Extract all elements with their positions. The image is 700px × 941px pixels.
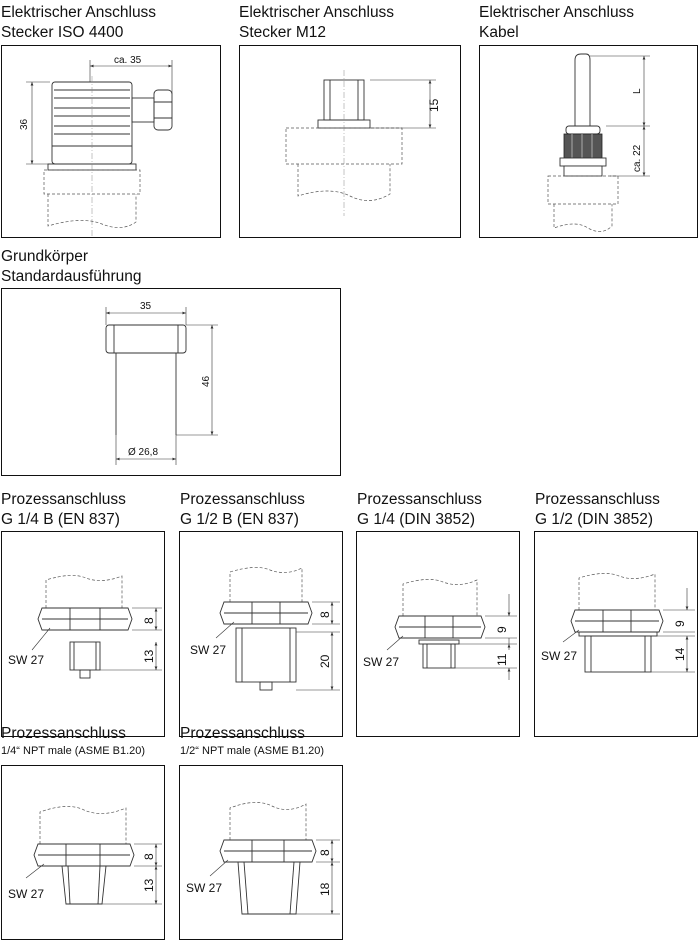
process-g12b-sw-label: SW 27 bbox=[190, 643, 227, 657]
process-npt12-title bbox=[180, 724, 324, 758]
process-g14din-sw-label: SW 27 bbox=[363, 655, 400, 669]
cable-title-line1: Elektrischer Anschluss bbox=[479, 4, 635, 21]
process-npt12-drawing bbox=[180, 766, 344, 941]
process-g12b-hex-label: 8 bbox=[318, 611, 332, 618]
process-g14din-title-line2: G 1/4 (DIN 3852) bbox=[357, 511, 476, 528]
process-g12b-title-line1: Prozessanschluss bbox=[180, 491, 305, 508]
process-g12b-thread-label: 20 bbox=[318, 654, 332, 668]
process-g12b-drawing bbox=[180, 532, 344, 738]
process-g14b-title-line1: Prozessanschluss bbox=[1, 491, 126, 508]
process-g14din-panel bbox=[356, 531, 520, 737]
iso4400-title-line2: Stecker ISO 4400 bbox=[1, 24, 124, 41]
process-g14b-sw-label: SW 27 bbox=[8, 653, 45, 667]
m12-drawing bbox=[240, 46, 462, 239]
body-diameter-label: Ø 26,8 bbox=[128, 447, 159, 458]
process-g14b-thread-label: 13 bbox=[142, 649, 156, 663]
m12-panel bbox=[239, 45, 461, 238]
cable-length-label: L bbox=[632, 88, 643, 94]
process-g14din-thread-label: 11 bbox=[495, 653, 509, 666]
process-g14b-panel bbox=[1, 531, 165, 737]
iso4400-height-label: 36 bbox=[19, 118, 30, 130]
body-title-line1: Grundkörper bbox=[1, 248, 89, 265]
process-npt12-title-line1: Prozessanschluss bbox=[180, 725, 305, 742]
process-g14din-title-line1: Prozessanschluss bbox=[357, 491, 482, 508]
process-g12b-title bbox=[180, 490, 305, 530]
process-npt12-panel bbox=[179, 765, 343, 940]
process-g14b-title-line2: G 1/4 B (EN 837) bbox=[1, 511, 120, 528]
process-g12din-title-line2: G 1/2 (DIN 3852) bbox=[535, 511, 654, 528]
process-g14b-title bbox=[1, 490, 126, 530]
process-npt14-hex-label: 8 bbox=[142, 853, 156, 860]
process-npt12-title-line2: 1/2“ NPT male (ASME B1.20) bbox=[180, 745, 325, 757]
process-g14din-drawing bbox=[357, 532, 521, 738]
process-g12din-title-line1: Prozessanschluss bbox=[535, 491, 660, 508]
process-g12din-hex-label: 9 bbox=[673, 620, 687, 627]
process-g14din-title bbox=[357, 490, 482, 530]
cable-drawing bbox=[480, 46, 699, 239]
process-g12din-panel bbox=[534, 531, 698, 737]
process-g12b-title-line2: G 1/2 B (EN 837) bbox=[180, 511, 299, 528]
iso4400-drawing bbox=[2, 46, 222, 239]
m12-title-line2: Stecker M12 bbox=[239, 24, 327, 41]
process-npt14-title-line2: 1/4“ NPT male (ASME B1.20) bbox=[1, 745, 146, 757]
cable-height-label: ca. 22 bbox=[632, 144, 643, 172]
process-g12din-title bbox=[535, 490, 660, 530]
process-g14b-hex-label: 8 bbox=[142, 617, 156, 624]
body-panel bbox=[1, 288, 341, 476]
cable-title-line2: Kabel bbox=[479, 24, 519, 41]
process-npt14-title bbox=[1, 724, 145, 758]
m12-height-label: 15 bbox=[427, 98, 441, 112]
body-title-line2: Standardausführung bbox=[1, 268, 142, 285]
process-npt14-drawing bbox=[2, 766, 166, 941]
process-g14b-drawing bbox=[2, 532, 166, 738]
body-height-label: 46 bbox=[201, 375, 212, 387]
cable-title bbox=[479, 3, 634, 43]
m12-title bbox=[239, 3, 394, 43]
process-g12b-panel bbox=[179, 531, 343, 737]
process-g14din-hex-label: 9 bbox=[495, 626, 509, 633]
process-npt14-title-line1: Prozessanschluss bbox=[1, 725, 126, 742]
process-npt14-thread-label: 13 bbox=[142, 878, 156, 892]
body-width-label: 35 bbox=[140, 301, 152, 312]
m12-title-line1: Elektrischer Anschluss bbox=[239, 4, 395, 21]
process-npt12-thread-label: 18 bbox=[318, 882, 332, 896]
iso4400-title-line1: Elektrischer Anschluss bbox=[1, 4, 157, 21]
process-npt14-panel bbox=[1, 765, 165, 940]
body-drawing bbox=[2, 289, 342, 477]
process-g12din-sw-label: SW 27 bbox=[541, 649, 578, 663]
process-npt12-hex-label: 8 bbox=[318, 849, 332, 856]
process-g12din-drawing bbox=[535, 532, 699, 738]
process-npt12-sw-label: SW 27 bbox=[186, 881, 223, 895]
process-g12din-thread-label: 14 bbox=[673, 647, 687, 661]
process-npt14-sw-label: SW 27 bbox=[8, 887, 45, 901]
iso4400-width-label: ca. 35 bbox=[114, 55, 142, 66]
iso4400-title bbox=[1, 3, 156, 43]
body-title bbox=[1, 247, 141, 287]
iso4400-panel bbox=[1, 45, 221, 238]
cable-panel bbox=[479, 45, 698, 238]
